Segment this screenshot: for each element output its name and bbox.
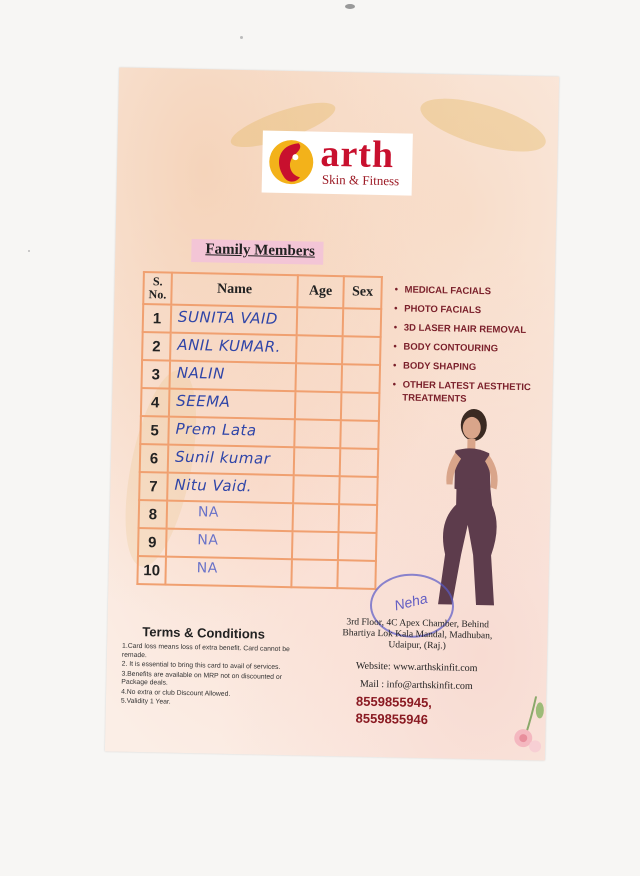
- row-age: [296, 335, 343, 364]
- row-name-cell: [168, 445, 295, 476]
- service-item: • BODY CONTOURING: [393, 340, 543, 356]
- row-name: NA: [196, 560, 218, 577]
- row-age: [292, 531, 339, 560]
- row-age: [294, 419, 341, 448]
- row-age: [293, 503, 340, 532]
- terms-item: 3.Benefits are available on MRP not on discounted or Package deals.: [121, 670, 283, 687]
- row-sex: [339, 476, 378, 505]
- row-name: NA: [197, 532, 219, 549]
- row-age: [294, 447, 341, 476]
- row-sex: [343, 308, 382, 337]
- row-sno: 9: [138, 528, 167, 557]
- row-age: [295, 363, 342, 392]
- row-name-cell: [166, 529, 293, 560]
- row-sno: 6: [140, 444, 169, 473]
- phone-number: 8559855945,: [355, 693, 433, 711]
- row-name: NALIN: [176, 363, 225, 383]
- flower-decoration-icon: [505, 696, 546, 757]
- terms-list: [121, 643, 297, 711]
- row-name-cell: [167, 501, 294, 532]
- table-row: [137, 556, 376, 589]
- header-sno: S. No.: [143, 272, 172, 305]
- row-sno: 4: [141, 388, 170, 417]
- row-name: SUNITA VAID: [177, 307, 279, 328]
- phone-number: 8559855946: [355, 710, 429, 728]
- row-name-cell: [170, 333, 297, 364]
- brand-tagline: Skin & Fitness: [321, 171, 400, 189]
- row-sno: 10: [137, 556, 166, 585]
- terms-item: 1.Card loss means loss of extra benefit. Card cannot be remade.: [121, 642, 290, 659]
- row-name: NA: [197, 504, 220, 521]
- row-age: [293, 475, 340, 504]
- terms-title: Terms & Conditions: [142, 624, 266, 642]
- header-name: Name: [171, 273, 298, 308]
- row-name-cell: [165, 557, 292, 588]
- row-name: Prem Lata: [175, 419, 257, 440]
- row-sno: 8: [139, 500, 168, 529]
- table-header-row: [143, 272, 382, 309]
- family-members-title: [191, 239, 323, 265]
- row-age: [295, 391, 342, 420]
- row-sex: [342, 336, 381, 365]
- row-sno: 1: [143, 304, 172, 333]
- gold-wash: [415, 88, 551, 163]
- address: 3rd Floor, 4C Apex Chamber, Behind Bhartiya Lok Kala Mandal, Madhuban, Udaipur, (Raj.): [342, 617, 493, 652]
- service-item: • MEDICAL FACIALS: [394, 283, 544, 299]
- brand-name: arth: [320, 132, 395, 177]
- row-age: [297, 307, 344, 336]
- row-sno: 7: [139, 472, 168, 501]
- row-name-cell: [168, 417, 295, 448]
- row-name: ANIL KUMAR.: [177, 335, 282, 356]
- services-list: [392, 283, 545, 413]
- row-sex: [339, 504, 378, 533]
- row-name-cell: [169, 361, 296, 392]
- terms-item: 5.Validity 1 Year.: [120, 697, 171, 706]
- brand-logo: [262, 130, 413, 195]
- row-sex: [338, 532, 377, 561]
- row-sno: 3: [142, 360, 171, 389]
- row-sno: 2: [142, 332, 171, 361]
- brand-mark-icon: [268, 137, 315, 188]
- row-name: Sunil kumar: [174, 447, 271, 468]
- membership-card: [105, 67, 559, 760]
- service-item: • 3D LASER HAIR REMOVAL: [394, 321, 544, 337]
- row-sex: [340, 420, 379, 449]
- signature: Neha: [392, 589, 429, 614]
- terms-item: 4.No extra or club Discount Allowed.: [121, 688, 231, 698]
- service-item: • BODY SHAPING: [393, 359, 543, 375]
- row-name-cell: [169, 389, 296, 420]
- row-sex: [341, 392, 380, 421]
- header-age: Age: [297, 275, 344, 308]
- row-name: Nitu Vaid.: [174, 475, 253, 496]
- row-age: [291, 559, 338, 588]
- family-members-table: [136, 271, 383, 590]
- website: Website: www.arthskinfit.com: [355, 660, 478, 675]
- service-item: • OTHER LATEST AESTHETIC TREATMENTS: [392, 378, 543, 407]
- scan-speck: [240, 36, 243, 39]
- row-sex: [337, 560, 376, 589]
- row-name: SEEMA: [176, 391, 231, 411]
- phone-numbers: [355, 693, 432, 729]
- service-item: • PHOTO FACIALS: [394, 302, 544, 318]
- scan-speck: [28, 250, 30, 252]
- terms-item: 2. It is essential to bring this card to avail of services.: [121, 660, 281, 671]
- scan-speck: [345, 4, 355, 9]
- email: Mail : info@arthskinfit.com: [359, 678, 473, 693]
- header-sex: Sex: [343, 276, 382, 309]
- row-sex: [340, 448, 379, 477]
- row-sno: 5: [140, 416, 169, 445]
- row-sex: [341, 364, 380, 393]
- family-members-title-text: Family Members: [205, 241, 316, 260]
- row-name-cell: [171, 305, 298, 336]
- row-name-cell: [167, 473, 294, 504]
